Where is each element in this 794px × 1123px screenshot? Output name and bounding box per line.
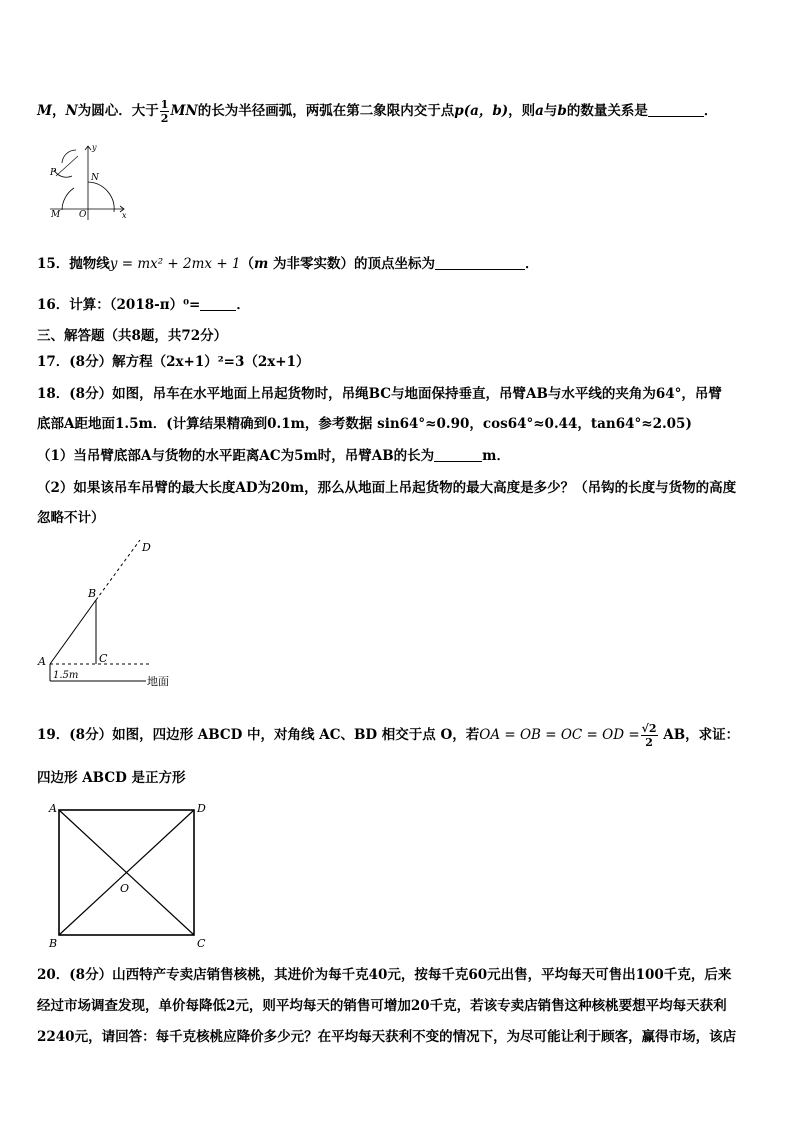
label-a: A bbox=[49, 802, 57, 815]
q14-frac-den: 2 bbox=[160, 112, 169, 125]
q19-line2: 四边形 ABCD 是正方形 bbox=[37, 770, 186, 786]
q14-part1: 为圆心．大于 bbox=[77, 103, 159, 119]
q18-figure bbox=[36, 536, 196, 691]
q18-line1: 18．(8分）如图，吊车在水平地面上吊起货物时，吊绳BC与地面保持垂直，吊臂AB与水平线的夹角为64°，吊臂 bbox=[37, 386, 722, 402]
q17-text: 17．(8分）解方程（2x+1）²=3（2x+1） bbox=[37, 354, 310, 370]
label-height: 1.5m bbox=[53, 670, 79, 681]
q20-line2: 经过市场调查发现，单价每降低2元，则平均每天的销售可增加20千克，若该专卖店销售这种核桃要想平均每天获利 bbox=[37, 998, 727, 1014]
q19-figure bbox=[44, 798, 214, 953]
q14-part4: 的数量关系是 bbox=[566, 103, 648, 119]
q14-mn: MN bbox=[170, 103, 198, 119]
q19-part1: 19．(8分）如图，四边形 ABCD 中，对角线 AC、BD 相交于点 O，若 bbox=[37, 727, 480, 743]
q15-m: m bbox=[254, 256, 269, 272]
q14-part3: ，则 bbox=[508, 103, 536, 119]
q18-line2: 底部A距地面1.5m．(计算结果精确到0.1m，参考数据 sin64°≈0.90，cos64°≈0.44，tan64°≈2.05) bbox=[37, 416, 692, 432]
arc-main bbox=[88, 182, 114, 212]
label-d: D bbox=[142, 541, 151, 554]
q14-point: p(a，b) bbox=[454, 103, 509, 119]
q14-m: M bbox=[37, 103, 52, 119]
q14-fraction bbox=[160, 98, 170, 125]
q19-part2: AB，求证： bbox=[663, 727, 740, 743]
q18-part1-text: （1）当吊臂底部A与货物的水平距离AC为5m时，吊臂AB的长为 bbox=[37, 448, 435, 464]
q20-line1: 20．(8分）山西特产专卖店销售核桃，其进价为每千克40元，按每千克60元出售，平均每天可售出100千克，后来 bbox=[37, 967, 732, 983]
q14-text bbox=[37, 98, 717, 125]
label-ground: 地面 bbox=[147, 675, 169, 688]
q16-answer-blank[interactable] bbox=[200, 296, 236, 311]
q14-end: ． bbox=[703, 103, 718, 119]
q15-end: ． bbox=[525, 256, 539, 272]
arc-main-left bbox=[62, 188, 74, 210]
label-o: O bbox=[120, 882, 130, 895]
boom-extension-bd bbox=[96, 540, 140, 600]
q15-paren: （ bbox=[240, 256, 255, 272]
q14-part2: 的长为半径画弧，两弧在第二象限内交于点 bbox=[197, 103, 455, 119]
q19-frac-den: 2 bbox=[645, 736, 653, 749]
q14-figure bbox=[36, 140, 136, 225]
q14-a: a bbox=[535, 103, 544, 119]
label-m: M bbox=[51, 210, 61, 220]
q15-text bbox=[37, 254, 539, 274]
label-o: O bbox=[79, 210, 87, 220]
boom-ab bbox=[50, 600, 96, 664]
q14-comma: ， bbox=[51, 103, 66, 119]
q18-part1-end: m． bbox=[482, 448, 510, 464]
q19-fraction bbox=[641, 722, 658, 749]
q14-answer-blank[interactable] bbox=[648, 102, 704, 117]
q19-equation: OA = OB = OC = OD = bbox=[479, 727, 640, 743]
q15-part2: 为非零实数）的顶点坐标为 bbox=[268, 256, 436, 272]
label-b: B bbox=[88, 587, 97, 600]
label-x: x bbox=[122, 211, 127, 220]
arc-from-m bbox=[62, 150, 76, 163]
q16-end: ． bbox=[236, 297, 250, 313]
arc-from-n bbox=[54, 170, 72, 177]
q18-part1 bbox=[37, 446, 510, 466]
section-3-heading: 三、解答题（共8题，共72分） bbox=[37, 328, 228, 344]
q14-b: b bbox=[557, 103, 567, 119]
arc-tick bbox=[56, 156, 78, 176]
q16-part1: 16．计算：（2018-π）⁰= bbox=[37, 297, 201, 313]
q18-part2-line2: 忽略不计） bbox=[37, 510, 105, 526]
q19-frac-num: √2 bbox=[641, 722, 657, 735]
q15-equation: y = mx² + 2mx + 1 bbox=[109, 256, 241, 272]
label-c: C bbox=[99, 652, 108, 665]
q14-frac-num: 1 bbox=[160, 98, 169, 111]
label-a: A bbox=[38, 655, 46, 668]
label-b: B bbox=[49, 937, 58, 950]
q20-line3: 2240元，请回答：每千克核桃应降价多少元？在平均每天获利不变的情况下，为尽可能让利于顾客，赢得市场，该店 bbox=[37, 1029, 737, 1045]
q16-text bbox=[37, 295, 250, 315]
q14-with: 与 bbox=[543, 103, 558, 119]
label-p: P bbox=[50, 168, 57, 178]
label-c: C bbox=[197, 937, 206, 950]
label-d: D bbox=[197, 802, 206, 815]
q19-line1 bbox=[37, 722, 739, 749]
q15-part1: 15．抛物线 bbox=[37, 256, 110, 272]
label-y: y bbox=[92, 143, 97, 152]
q15-answer-blank[interactable] bbox=[435, 255, 525, 270]
label-n: N bbox=[91, 173, 99, 183]
q18-part2-line1: （2）如果该吊车吊臂的最大长度AD为20m，那么从地面上吊起货物的最大高度是多少？（吊钩的长度与货物的高度 bbox=[37, 480, 737, 496]
q14-n: N bbox=[65, 103, 78, 119]
q18-answer-blank[interactable] bbox=[434, 447, 482, 462]
